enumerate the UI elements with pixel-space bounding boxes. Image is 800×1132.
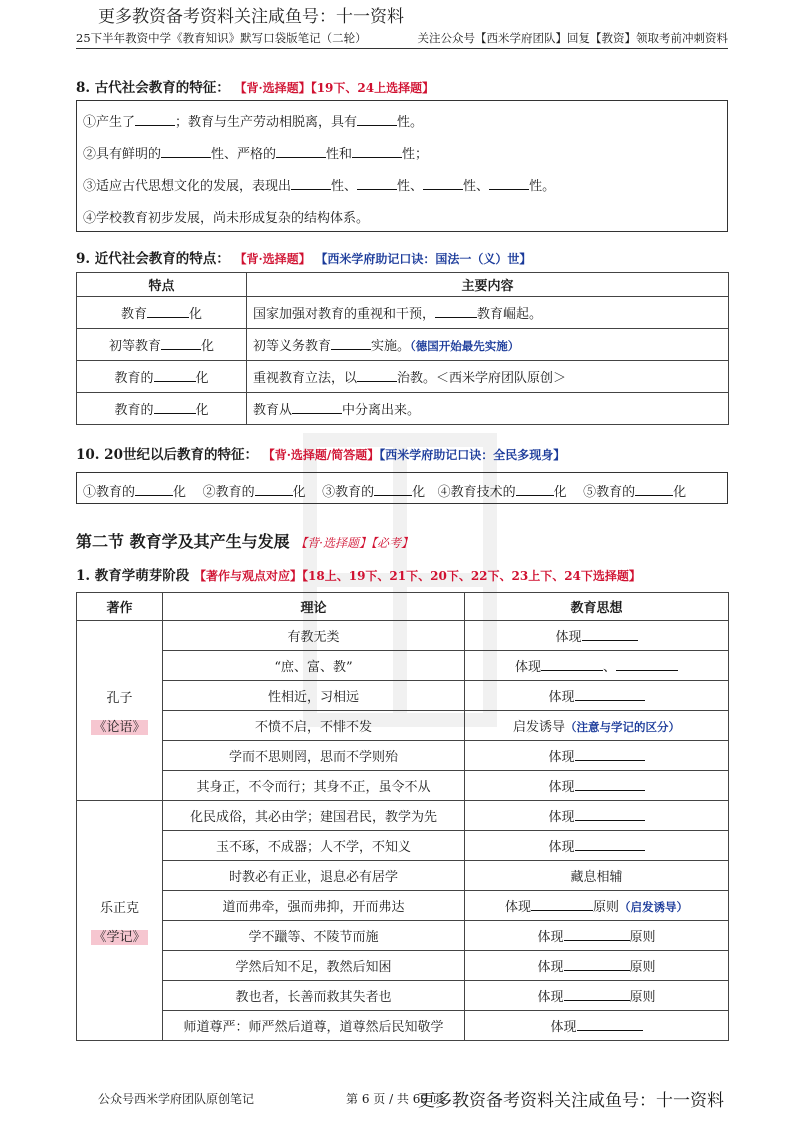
fill-blank[interactable] — [161, 337, 201, 350]
s8-line-2 — [83, 143, 428, 162]
fill-blank[interactable] — [352, 145, 402, 158]
theory-cell: “庶、富、教” — [163, 651, 465, 681]
theory-cell: 化民成俗，其必由学；建国君民，教学为先 — [163, 801, 465, 831]
author-name: 乐正克 — [99, 900, 139, 916]
idea-cell — [465, 831, 729, 861]
table-row — [77, 951, 729, 981]
table-row — [77, 981, 729, 1011]
content-cell — [247, 329, 729, 361]
content-suffix: 中分离出来。 — [342, 403, 421, 418]
s10-item-suffix: 化 — [292, 485, 306, 500]
idea-suffix: 原则 — [629, 960, 656, 975]
fill-blank[interactable] — [564, 958, 630, 971]
table-row — [77, 651, 729, 681]
section-2-tag: 【背·选择题】【必考】 — [295, 536, 413, 550]
s8-l1-t1: ①产生了 — [83, 115, 136, 130]
fill-blank[interactable] — [147, 305, 189, 318]
footer-left: 公众号西米学府团队原创笔记 — [98, 1092, 255, 1106]
feature-prefix: 教育 — [120, 307, 147, 322]
fill-blank[interactable] — [154, 369, 196, 382]
fill-blank[interactable] — [357, 369, 397, 382]
s10-item-suffix: 化 — [673, 485, 687, 500]
section-10-box — [76, 472, 728, 504]
idea-cell — [465, 771, 729, 801]
fill-blank[interactable] — [255, 483, 293, 496]
s10-item-suffix: 化 — [553, 485, 567, 500]
fill-blank[interactable] — [435, 305, 477, 318]
content-cell — [247, 297, 729, 329]
fill-blank[interactable] — [292, 401, 342, 414]
fill-blank[interactable] — [575, 688, 645, 701]
fill-blank[interactable] — [161, 145, 211, 158]
idea-cell — [465, 741, 729, 771]
section-9-title — [76, 247, 531, 267]
fill-blank[interactable] — [541, 658, 603, 671]
content-prefix: 教育从 — [253, 403, 293, 418]
s8-l3-t3: 性、 — [397, 179, 424, 194]
idea-label: 体现 — [548, 750, 575, 765]
table-row — [77, 801, 729, 831]
fill-blank[interactable] — [357, 177, 397, 190]
table-row — [77, 393, 729, 425]
table-row — [77, 891, 729, 921]
idea-label: 体现 — [514, 660, 541, 675]
s8-l3-t1: ③适应古代思想文化的发展，表现出 — [83, 179, 292, 194]
idea-note: （注意与学记的区分） — [565, 720, 680, 734]
section-8-tag-1: 【背·选择题】 — [234, 81, 311, 95]
idea-cell — [465, 711, 729, 741]
col-header-feature: 特点 — [77, 273, 247, 297]
s8-l3-t4: 性、 — [463, 179, 490, 194]
idea-cell — [465, 621, 729, 651]
fill-blank[interactable] — [635, 483, 673, 496]
content-cell — [247, 361, 729, 393]
s8-l2-t3: 性和 — [326, 147, 353, 162]
classic-works-table — [76, 592, 729, 1041]
theory-cell: 玉不琢，不成器；人不学，不知义 — [163, 831, 465, 861]
theory-cell: 道而弗牵，强而弗抑，开而弗达 — [163, 891, 465, 921]
idea-cell — [465, 921, 729, 951]
content-prefix: 初等义务教育 — [253, 339, 332, 354]
content-suffix: 治教。＜西米学府团队原创＞ — [397, 371, 567, 386]
s8-line-3 — [83, 175, 555, 194]
theory-cell: 其身正，不令而行；其身不正，虽令不从 — [163, 771, 465, 801]
subsection-1-title — [76, 564, 641, 584]
section-9-tag-2: 【西米学府助记口诀：国法一（义）世】 — [315, 252, 532, 266]
fill-blank[interactable] — [575, 808, 645, 821]
idea-suffix: 原则 — [629, 930, 656, 945]
col-header-idea: 教育思想 — [465, 593, 729, 621]
theory-cell: 师道尊严：师严然后道尊，道尊然后民知敬学 — [163, 1011, 465, 1041]
idea-cell — [465, 891, 729, 921]
header-right: 关注公众号【西米学府团队】回复【教资】领取考前冲刺资料 — [417, 31, 728, 45]
s10-item-prefix: ④教育技术的 — [437, 485, 516, 500]
fill-blank[interactable] — [423, 177, 463, 190]
author-cell-yuezhengke — [77, 801, 163, 1041]
s8-l3-t2: 性、 — [331, 179, 358, 194]
idea-cell — [465, 681, 729, 711]
fill-blank[interactable] — [564, 928, 630, 941]
fill-blank[interactable] — [276, 145, 326, 158]
fill-blank[interactable] — [135, 483, 173, 496]
section-8-title — [76, 76, 434, 96]
fill-blank[interactable] — [575, 778, 645, 791]
page-footer — [0, 1086, 800, 1116]
idea-cell — [465, 651, 729, 681]
content-cell — [247, 393, 729, 425]
idea-label: 体现 — [555, 630, 582, 645]
table-row — [77, 921, 729, 951]
s10-item-prefix: ②教育的 — [202, 485, 255, 500]
feature-prefix: 初等教育 — [108, 339, 161, 354]
section-9-tag-1: 【背·选择题】 — [234, 252, 311, 266]
section-8-tag-2: 【19下、24上选择题】 — [310, 81, 435, 95]
fill-blank[interactable] — [531, 898, 593, 911]
s8-line-1 — [83, 111, 423, 130]
idea-label: 体现 — [550, 1020, 577, 1035]
idea-label: 体现 — [548, 690, 575, 705]
theory-cell: 学不躐等、不陵节而施 — [163, 921, 465, 951]
s10-item-prefix: ①教育的 — [83, 485, 136, 500]
theory-cell: 有教无类 — [163, 621, 465, 651]
idea-cell — [465, 981, 729, 1011]
feature-cell — [77, 297, 247, 329]
s8-l1-t3: 性。 — [397, 115, 424, 130]
feature-cell — [77, 393, 247, 425]
fill-blank[interactable] — [331, 337, 371, 350]
idea-separator: 、 — [603, 660, 617, 675]
content-note: （德国开始最先实施） — [410, 339, 520, 353]
page-number: 第 6 页 / 共 69 页 — [346, 1092, 444, 1106]
top-watermark: 更多教资备考资料关注咸鱼号：十一资料 — [98, 7, 404, 27]
feature-suffix: 化 — [195, 403, 209, 418]
fill-blank[interactable] — [577, 1018, 643, 1031]
idea-label: 体现 — [537, 930, 564, 945]
table-row — [77, 1011, 729, 1041]
fill-blank[interactable] — [575, 748, 645, 761]
author-cell-confucius — [77, 621, 163, 801]
s8-l1-t2: ；教育与生产劳动相脱离，具有 — [175, 115, 358, 130]
theory-cell: 性相近，习相远 — [163, 681, 465, 711]
theory-cell: 时教必有正业，退息必有居学 — [163, 861, 465, 891]
s8-l3-t5: 性。 — [529, 179, 556, 194]
feature-suffix: 化 — [195, 371, 209, 386]
table-row — [77, 681, 729, 711]
author-name: 孔子 — [106, 690, 133, 706]
book-title: 《学记》 — [93, 929, 146, 945]
fill-blank[interactable] — [154, 401, 196, 414]
theory-cell: 学然后知不足，教然后知困 — [163, 951, 465, 981]
page-header — [76, 26, 728, 49]
fill-blank[interactable] — [291, 177, 331, 190]
idea-label: 体现 — [548, 810, 575, 825]
table-row — [77, 711, 729, 741]
idea-cell — [465, 951, 729, 981]
idea-cell — [465, 1011, 729, 1041]
s8-line-4: ④学校教育初步发展，尚未形成复杂的结构体系。 — [83, 211, 370, 226]
header-left: 25下半年教资中学《教育知识》默写口袋版笔记（二轮） — [76, 31, 367, 45]
section-10-tag-2: 【西米学府助记口诀：全民多现身】 — [379, 448, 566, 462]
section-9-heading: 9. 近代社会教育的特点： — [76, 251, 230, 267]
col-header-work: 著作 — [77, 593, 163, 621]
theory-cell: 学而不思则罔，思而不学则殆 — [163, 741, 465, 771]
table-row — [77, 329, 729, 361]
idea-suffix: 原则 — [593, 900, 620, 915]
idea-cell: 藏息相辅 — [465, 861, 729, 891]
footer-watermark: 更多教资备考资料关注咸鱼号：十一资料 — [418, 1091, 724, 1111]
fill-blank[interactable] — [616, 658, 678, 671]
col-header-theory: 理论 — [163, 593, 465, 621]
content-suffix: 教育崛起。 — [477, 307, 543, 322]
section-2-heading: 第二节 教育学及其产生与发展 — [76, 532, 290, 551]
feature-prefix: 教育的 — [114, 371, 154, 386]
fill-blank[interactable] — [582, 628, 638, 641]
section-10-title — [76, 443, 565, 463]
table-row — [77, 621, 729, 651]
s10-item-suffix: 化 — [412, 485, 426, 500]
theory-cell: 不愤不启，不悱不发 — [163, 711, 465, 741]
s10-items — [83, 481, 686, 500]
table-row — [77, 741, 729, 771]
col-header-content: 主要内容 — [247, 273, 729, 297]
feature-prefix: 教育的 — [114, 403, 154, 418]
s8-l2-t2: 性、严格的 — [211, 147, 277, 162]
idea-note: （启发诱导） — [619, 900, 689, 914]
content-prefix: 国家加强对教育的重视和干预， — [253, 307, 436, 322]
table-row — [77, 361, 729, 393]
fill-blank[interactable] — [374, 483, 412, 496]
idea-label: 体现 — [548, 780, 575, 795]
idea-label: 体现 — [548, 840, 575, 855]
section-8-box — [76, 100, 728, 232]
idea-label: 体现 — [537, 990, 564, 1005]
s8-l2-t4: 性； — [402, 147, 429, 162]
idea-label: 体现 — [537, 960, 564, 975]
section-10-tag-1: 【背·选择题/简答题】 — [262, 448, 380, 462]
idea-cell — [465, 801, 729, 831]
modern-education-table — [76, 272, 729, 425]
content-suffix: 实施。 — [371, 339, 411, 354]
table-row — [77, 771, 729, 801]
s10-item-prefix: ③教育的 — [322, 485, 375, 500]
feature-cell — [77, 361, 247, 393]
feature-suffix: 化 — [201, 339, 215, 354]
section-8-heading: 8. 古代社会教育的特征： — [76, 80, 230, 96]
fill-blank[interactable] — [575, 838, 645, 851]
feature-suffix: 化 — [189, 307, 203, 322]
s8-l2-t1: ②具有鲜明的 — [83, 147, 162, 162]
chapter-section-2-title — [76, 529, 413, 552]
section-10-heading: 10. 20世纪以后教育的特征： — [76, 447, 258, 463]
fill-blank[interactable] — [135, 113, 175, 126]
book-title: 《论语》 — [93, 719, 146, 735]
idea-label: 体现 — [504, 900, 531, 915]
subsection-1-tag-1: 【著作与观点对应】 — [194, 569, 303, 583]
subsection-1-tag-2: 【18上、19下、21下、20下、22下、23上下、24下选择题】 — [302, 569, 641, 583]
fill-blank[interactable] — [489, 177, 529, 190]
fill-blank[interactable] — [516, 483, 554, 496]
s10-item-prefix: ⑤教育的 — [583, 485, 636, 500]
theory-cell: 教也者，长善而救其失者也 — [163, 981, 465, 1011]
table-row — [77, 831, 729, 861]
content-prefix: 重视教育立法，以 — [253, 371, 358, 386]
table-row — [77, 861, 729, 891]
subsection-1-heading: 1. 教育学萌芽阶段 — [76, 568, 190, 584]
s10-item-suffix: 化 — [173, 485, 187, 500]
table-row — [77, 297, 729, 329]
fill-blank[interactable] — [564, 988, 630, 1001]
feature-cell — [77, 329, 247, 361]
idea-label: 启发诱导 — [512, 720, 565, 735]
idea-suffix: 原则 — [629, 990, 656, 1005]
fill-blank[interactable] — [357, 113, 397, 126]
